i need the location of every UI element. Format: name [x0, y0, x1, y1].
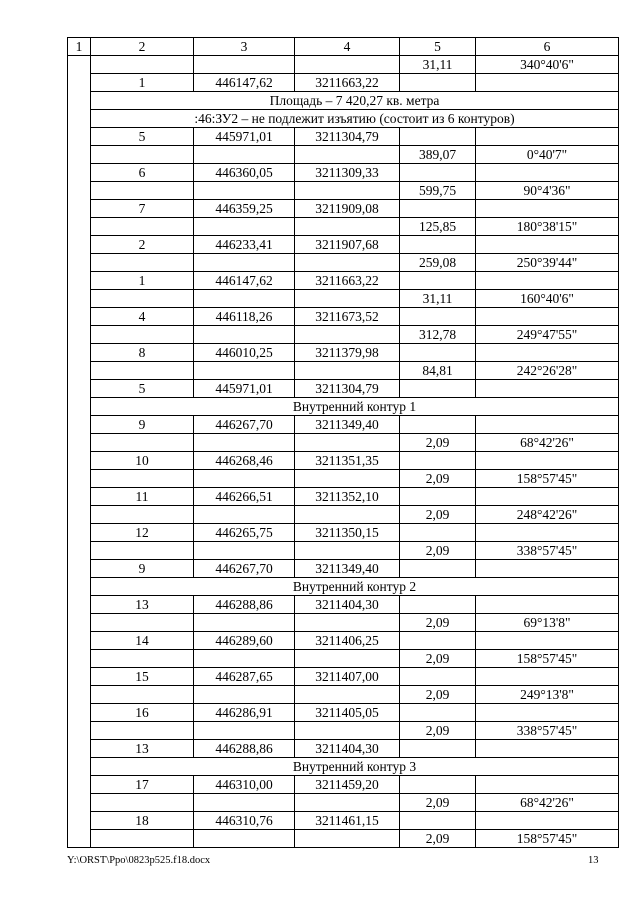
empty-cell [91, 686, 194, 704]
empty-cell [476, 272, 619, 290]
empty-cell [476, 200, 619, 218]
empty-cell [476, 632, 619, 650]
coord-y: 3211304,79 [295, 380, 400, 398]
segment-length: 31,11 [400, 290, 476, 308]
point-row [68, 236, 619, 254]
empty-cell [295, 542, 400, 560]
coord-x: 445971,01 [194, 128, 295, 146]
point-row [68, 812, 619, 830]
empty-cell [476, 488, 619, 506]
empty-cell [400, 236, 476, 254]
empty-cell [400, 776, 476, 794]
empty-cell [400, 128, 476, 146]
point-row [68, 128, 619, 146]
coord-x: 446287,65 [194, 668, 295, 686]
segment-length: 31,11 [400, 56, 476, 74]
empty-cell [194, 146, 295, 164]
empty-cell [400, 596, 476, 614]
coord-x: 446118,26 [194, 308, 295, 326]
section-title-row [68, 398, 619, 416]
segment-length: 2,09 [400, 686, 476, 704]
empty-cell [476, 452, 619, 470]
point-number: 12 [91, 524, 194, 542]
segment-direction-angle: 340°40'6" [476, 56, 619, 74]
empty-cell [400, 74, 476, 92]
point-number: 16 [91, 704, 194, 722]
empty-cell [91, 542, 194, 560]
empty-cell [194, 254, 295, 272]
point-number: 18 [91, 812, 194, 830]
section-title-row [68, 92, 619, 110]
segment-length: 312,78 [400, 326, 476, 344]
empty-cell [476, 416, 619, 434]
empty-cell [476, 236, 619, 254]
empty-cell [400, 524, 476, 542]
empty-cell [194, 686, 295, 704]
segment-direction-angle: 68°42'26" [476, 434, 619, 452]
coord-y: 3211907,68 [295, 236, 400, 254]
segment-length: 2,09 [400, 614, 476, 632]
point-row [68, 776, 619, 794]
coord-y: 3211459,20 [295, 776, 400, 794]
coord-x: 446267,70 [194, 560, 295, 578]
point-number: 1 [91, 272, 194, 290]
empty-cell [91, 614, 194, 632]
segment-row [68, 254, 619, 272]
segment-row [68, 830, 619, 848]
point-row [68, 740, 619, 758]
empty-cell [194, 722, 295, 740]
footer-page-number: 13 [588, 855, 599, 866]
empty-cell [194, 830, 295, 848]
empty-cell [476, 308, 619, 326]
segment-row [68, 362, 619, 380]
header-row [68, 38, 619, 56]
empty-cell [194, 794, 295, 812]
segment-row [68, 470, 619, 488]
coord-y: 3211349,40 [295, 416, 400, 434]
point-number: 13 [91, 740, 194, 758]
segment-row [68, 56, 619, 74]
empty-cell [476, 596, 619, 614]
header-cell: 1 [68, 38, 91, 56]
section-title: Внутренний контур 2 [91, 578, 619, 596]
segment-length: 2,09 [400, 470, 476, 488]
segment-length: 84,81 [400, 362, 476, 380]
point-number: 5 [91, 128, 194, 146]
section-title: Внутренний контур 1 [91, 398, 619, 416]
coord-x: 446267,70 [194, 416, 295, 434]
point-row [68, 452, 619, 470]
coord-y: 3211350,15 [295, 524, 400, 542]
point-number: 4 [91, 308, 194, 326]
coord-x: 446289,60 [194, 632, 295, 650]
point-number: 7 [91, 200, 194, 218]
segment-length: 2,09 [400, 830, 476, 848]
point-row [68, 308, 619, 326]
empty-cell [194, 56, 295, 74]
segment-row [68, 686, 619, 704]
coord-y: 3211673,52 [295, 308, 400, 326]
empty-cell [91, 326, 194, 344]
empty-cell [476, 164, 619, 182]
coord-x: 446233,41 [194, 236, 295, 254]
segment-row [68, 218, 619, 236]
point-number: 11 [91, 488, 194, 506]
empty-cell [400, 704, 476, 722]
empty-cell [476, 380, 619, 398]
segment-length: 125,85 [400, 218, 476, 236]
header-cell: 4 [295, 38, 400, 56]
empty-cell [91, 794, 194, 812]
coord-x: 445971,01 [194, 380, 295, 398]
coord-y: 3211304,79 [295, 128, 400, 146]
empty-cell [295, 254, 400, 272]
empty-cell [400, 668, 476, 686]
header-cell: 6 [476, 38, 619, 56]
point-row [68, 164, 619, 182]
empty-cell [91, 56, 194, 74]
segment-direction-angle: 249°47'55" [476, 326, 619, 344]
point-number: 9 [91, 416, 194, 434]
segment-row [68, 434, 619, 452]
empty-cell [91, 830, 194, 848]
section-title: Внутренний контур 3 [91, 758, 619, 776]
empty-cell [476, 344, 619, 362]
empty-cell [476, 812, 619, 830]
segment-direction-angle: 158°57'45" [476, 830, 619, 848]
coord-x: 446310,76 [194, 812, 295, 830]
header-cell: 5 [400, 38, 476, 56]
segment-row [68, 614, 619, 632]
point-number: 17 [91, 776, 194, 794]
coordinates-table [67, 37, 619, 848]
segment-length: 2,09 [400, 542, 476, 560]
segment-length: 259,08 [400, 254, 476, 272]
coord-x: 446360,05 [194, 164, 295, 182]
coord-y: 3211909,08 [295, 200, 400, 218]
empty-cell [400, 632, 476, 650]
coord-y: 3211461,15 [295, 812, 400, 830]
point-number: 2 [91, 236, 194, 254]
coord-y: 3211663,22 [295, 74, 400, 92]
segment-row [68, 650, 619, 668]
segment-length: 2,09 [400, 722, 476, 740]
empty-cell [400, 200, 476, 218]
point-number: 1 [91, 74, 194, 92]
empty-cell [194, 470, 295, 488]
point-row [68, 488, 619, 506]
empty-cell [400, 560, 476, 578]
segment-direction-angle: 90°4'36" [476, 182, 619, 200]
segment-length: 2,09 [400, 794, 476, 812]
coord-y: 3211379,98 [295, 344, 400, 362]
empty-cell [295, 614, 400, 632]
coord-x: 446265,75 [194, 524, 295, 542]
empty-cell [91, 182, 194, 200]
empty-cell [400, 812, 476, 830]
coord-y: 3211407,00 [295, 668, 400, 686]
segment-direction-angle: 248°42'26" [476, 506, 619, 524]
empty-cell [476, 128, 619, 146]
empty-cell [476, 776, 619, 794]
coord-x: 446310,00 [194, 776, 295, 794]
empty-cell [194, 326, 295, 344]
section-title: :46:ЗУ2 – не подлежит изъятию (состоит из 6 контуров) [91, 110, 619, 128]
empty-cell [91, 254, 194, 272]
empty-cell [91, 722, 194, 740]
empty-cell [194, 542, 295, 560]
section-title-row [68, 110, 619, 128]
empty-cell [194, 614, 295, 632]
coord-y: 3211351,35 [295, 452, 400, 470]
segment-direction-angle: 68°42'26" [476, 794, 619, 812]
segment-length: 2,09 [400, 434, 476, 452]
segment-row [68, 146, 619, 164]
empty-cell [295, 218, 400, 236]
empty-cell [295, 434, 400, 452]
segment-row [68, 794, 619, 812]
coord-x: 446288,86 [194, 596, 295, 614]
coord-y: 3211404,30 [295, 740, 400, 758]
coord-x: 446359,25 [194, 200, 295, 218]
empty-cell [476, 668, 619, 686]
empty-cell [295, 650, 400, 668]
empty-cell [400, 740, 476, 758]
segment-row [68, 326, 619, 344]
segment-length: 599,75 [400, 182, 476, 200]
empty-cell [400, 380, 476, 398]
segment-direction-angle: 0°40'7" [476, 146, 619, 164]
empty-cell [476, 740, 619, 758]
empty-cell [295, 146, 400, 164]
segment-direction-angle: 338°57'45" [476, 722, 619, 740]
coord-y: 3211309,33 [295, 164, 400, 182]
point-row [68, 704, 619, 722]
segment-direction-angle: 158°57'45" [476, 650, 619, 668]
segment-direction-angle: 249°13'8" [476, 686, 619, 704]
empty-cell [91, 218, 194, 236]
empty-cell [476, 74, 619, 92]
empty-cell [91, 506, 194, 524]
coord-x: 446286,91 [194, 704, 295, 722]
coord-x: 446266,51 [194, 488, 295, 506]
point-row [68, 596, 619, 614]
point-number: 5 [91, 380, 194, 398]
empty-cell [194, 362, 295, 380]
segment-direction-angle: 242°26'28" [476, 362, 619, 380]
empty-cell [295, 326, 400, 344]
point-number: 8 [91, 344, 194, 362]
coord-y: 3211663,22 [295, 272, 400, 290]
point-row [68, 380, 619, 398]
coord-y: 3211405,05 [295, 704, 400, 722]
segment-row [68, 290, 619, 308]
point-number: 14 [91, 632, 194, 650]
point-number: 10 [91, 452, 194, 470]
coord-x: 446147,62 [194, 74, 295, 92]
empty-cell [400, 308, 476, 326]
coord-x: 446147,62 [194, 272, 295, 290]
point-number: 6 [91, 164, 194, 182]
coord-x: 446010,25 [194, 344, 295, 362]
coord-x: 446268,46 [194, 452, 295, 470]
empty-cell [295, 686, 400, 704]
empty-cell [295, 290, 400, 308]
point-row [68, 416, 619, 434]
segment-row [68, 542, 619, 560]
empty-cell [91, 434, 194, 452]
empty-cell [194, 218, 295, 236]
empty-cell [91, 290, 194, 308]
empty-cell [400, 344, 476, 362]
point-row [68, 74, 619, 92]
section-title-row [68, 758, 619, 776]
table-body [68, 38, 619, 848]
empty-cell [400, 272, 476, 290]
segment-length: 2,09 [400, 650, 476, 668]
section-title: Площадь – 7 420,27 кв. метра [91, 92, 619, 110]
segment-length: 389,07 [400, 146, 476, 164]
segment-row [68, 506, 619, 524]
empty-cell [91, 650, 194, 668]
point-number: 15 [91, 668, 194, 686]
empty-cell [295, 182, 400, 200]
empty-cell [194, 182, 295, 200]
segment-row [68, 182, 619, 200]
empty-cell [295, 506, 400, 524]
empty-cell [400, 164, 476, 182]
coord-x: 446288,86 [194, 740, 295, 758]
coord-y: 3211404,30 [295, 596, 400, 614]
empty-cell [295, 794, 400, 812]
point-row [68, 344, 619, 362]
coord-y: 3211406,25 [295, 632, 400, 650]
section-column-cell [68, 56, 91, 848]
segment-length: 2,09 [400, 506, 476, 524]
point-row [68, 560, 619, 578]
point-number: 9 [91, 560, 194, 578]
empty-cell [476, 560, 619, 578]
empty-cell [295, 722, 400, 740]
empty-cell [91, 146, 194, 164]
point-row [68, 668, 619, 686]
coord-y: 3211352,10 [295, 488, 400, 506]
empty-cell [400, 488, 476, 506]
segment-row [68, 722, 619, 740]
empty-cell [476, 704, 619, 722]
point-row [68, 200, 619, 218]
segment-direction-angle: 158°57'45" [476, 470, 619, 488]
empty-cell [194, 650, 295, 668]
coord-y: 3211349,40 [295, 560, 400, 578]
empty-cell [295, 830, 400, 848]
empty-cell [400, 416, 476, 434]
point-number: 13 [91, 596, 194, 614]
header-cell: 3 [194, 38, 295, 56]
empty-cell [476, 524, 619, 542]
empty-cell [194, 506, 295, 524]
segment-direction-angle: 338°57'45" [476, 542, 619, 560]
footer-file-path: Y:\ORST\Ppo\0823p525.f18.docx [67, 855, 211, 866]
segment-direction-angle: 160°40'6" [476, 290, 619, 308]
point-row [68, 524, 619, 542]
empty-cell [91, 362, 194, 380]
segment-direction-angle: 69°13'8" [476, 614, 619, 632]
empty-cell [400, 452, 476, 470]
empty-cell [194, 434, 295, 452]
empty-cell [91, 470, 194, 488]
segment-direction-angle: 180°38'15" [476, 218, 619, 236]
point-row [68, 632, 619, 650]
empty-cell [194, 290, 295, 308]
section-title-row [68, 578, 619, 596]
empty-cell [295, 362, 400, 380]
header-cell: 2 [91, 38, 194, 56]
empty-cell [295, 56, 400, 74]
segment-direction-angle: 250°39'44" [476, 254, 619, 272]
point-row [68, 272, 619, 290]
empty-cell [295, 470, 400, 488]
